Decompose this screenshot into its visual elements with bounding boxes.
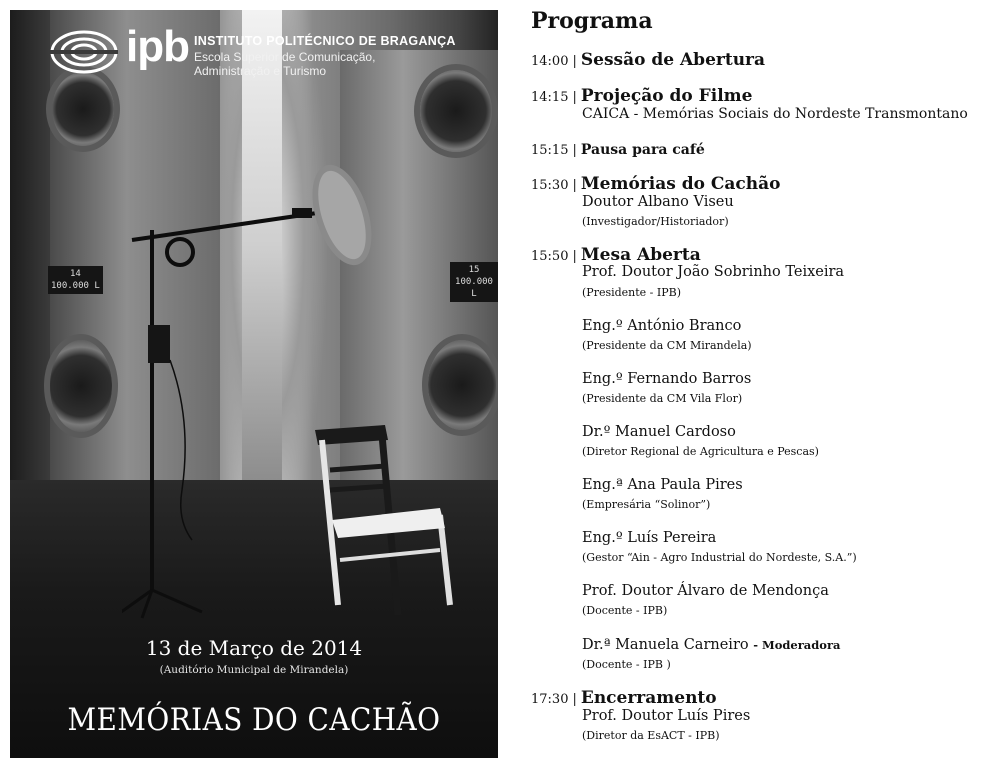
session-title: Sessão de Abertura <box>580 50 766 70</box>
institute-name: INSTITUTO POLITÉCNICO DE BRAGANÇA <box>194 34 456 48</box>
session-round-table: 15:50 | Mesa Aberta <box>531 245 701 265</box>
panelist-name: Dr.º Manuel Cardoso <box>582 424 736 440</box>
poster-title: MEMÓRIAS DO CACHÃO <box>67 702 441 738</box>
session-time: 17:30 <box>531 692 569 707</box>
panelist-role: (Gestor “Ain - Agro Industrial do Nordeste, S.A.”) <box>582 551 857 564</box>
panelist-name: Dr.ª Manuela Carneiro <box>582 637 749 653</box>
porthole-top-right <box>420 70 492 152</box>
porthole-bottom-right <box>428 340 496 430</box>
panelist-name: Eng.º António Branco <box>582 318 742 334</box>
school-name-line2: Administração e Turismo <box>194 64 327 78</box>
speaker-role: (Diretor da EsACT - IPB) <box>582 729 720 742</box>
speaker-role: (Investigador/Historiador) <box>582 215 729 228</box>
session-time: 14:15 <box>531 90 569 105</box>
panelist-role: (Empresária “Solinor”) <box>582 498 711 511</box>
ipb-logo-icon <box>48 22 128 82</box>
tank-sign-right <box>450 262 498 302</box>
panelist-role: (Presidente da CM Mirandela) <box>582 339 752 352</box>
tank-sign-right-caption: 100.000 L <box>455 277 493 299</box>
panelist-role: (Docente - IPB) <box>582 604 668 617</box>
panelist-name: Prof. Doutor Álvaro de Mendonça <box>582 583 829 599</box>
school-name-line1: Escola Superior de Comunicação, <box>194 50 376 64</box>
session-film: 14:15 | Projeção do Filme <box>531 86 753 106</box>
event-venue: (Auditório Municipal de Mirandela) <box>159 664 349 676</box>
session-time: 15:15 <box>531 143 569 158</box>
chair-illustration <box>310 420 460 620</box>
session-closing: 17:30 | Encerramento <box>531 688 717 708</box>
panelist-role: (Presidente da CM Vila Flor) <box>582 392 743 405</box>
panelist-name: Eng.ª Ana Paula Pires <box>582 477 743 493</box>
film-subtitle: CAICA - Memórias Sociais do Nordeste Transmontano <box>582 106 968 122</box>
porthole-top-left <box>52 72 114 146</box>
panelist-name: Eng.º Fernando Barros <box>582 371 752 387</box>
tank-sign-left-number: 14 <box>69 269 81 279</box>
panelist-role: (Presidente - IPB) <box>582 286 682 299</box>
session-time: 15:30 <box>531 178 569 193</box>
porthole-bottom-left <box>50 340 112 432</box>
session-title: Pausa para café <box>580 142 705 158</box>
moderator-entry <box>582 637 841 653</box>
session-title: Projeção do Filme <box>580 86 753 106</box>
session-title: Mesa Aberta <box>580 245 701 265</box>
tank-sign-left-caption: 100.000 L <box>51 281 100 291</box>
session-title: Memórias do Cachão <box>580 174 781 194</box>
session-coffee-break: 15:15 | Pausa para café <box>531 142 705 158</box>
program-heading: Programa <box>531 8 653 34</box>
moderator-label: - Moderadora <box>753 638 841 652</box>
session-title: Encerramento <box>580 688 717 708</box>
panelist-role: (Diretor Regional de Agricultura e Pescas) <box>582 445 819 458</box>
panelist-name: Eng.º Luís Pereira <box>582 530 717 546</box>
session-time: 14:00 <box>531 54 569 69</box>
session-time: 15:50 <box>531 249 569 264</box>
session-opening: 14:00 | Sessão de Abertura <box>531 50 766 70</box>
tank-sign-right-number: 15 <box>468 265 480 275</box>
session-memorias: 15:30 | Memórias do Cachão <box>531 174 781 194</box>
ipb-logo-text: ipb <box>126 22 189 71</box>
tank-sign-left <box>48 266 103 294</box>
panelist-name: Prof. Doutor João Sobrinho Teixeira <box>582 264 845 280</box>
panelist-role: (Docente - IPB ) <box>582 658 671 671</box>
speaker-name: Doutor Albano Viseu <box>582 194 734 210</box>
event-poster <box>10 10 498 758</box>
speaker-name: Prof. Doutor Luís Pires <box>582 708 751 724</box>
event-date: 13 de Março de 2014 <box>145 636 363 660</box>
